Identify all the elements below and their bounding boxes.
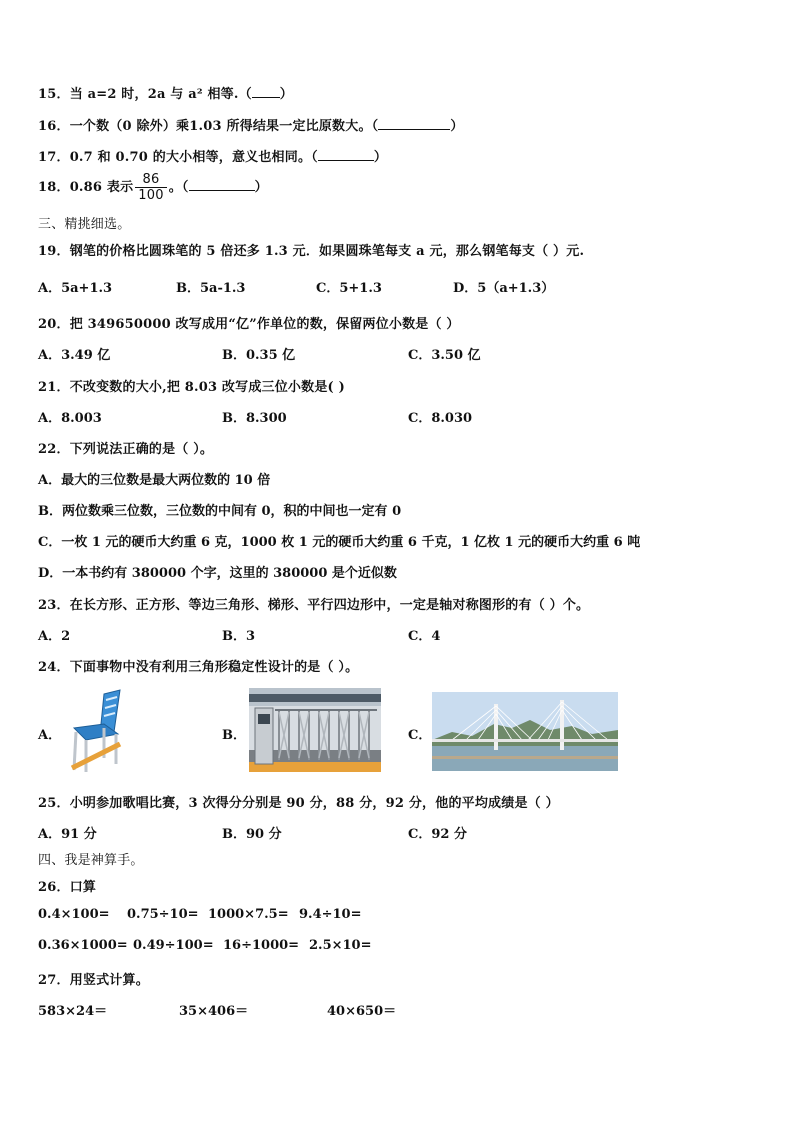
option-c[interactable]: C．5+1.3: [316, 281, 382, 296]
answer-blank[interactable]: [252, 85, 280, 98]
mental-calc-item: 16÷1000=: [223, 938, 300, 953]
question-26: 26．口算: [38, 880, 97, 895]
bridge-image[interactable]: [432, 692, 618, 771]
option-b[interactable]: B．两位数乘三位数，三位数的中间有 0，积的中间也一定有 0: [38, 504, 402, 519]
question-18: [38, 172, 268, 203]
fraction-numerator: 86: [135, 172, 166, 188]
mental-calc-item: 0.49÷100=: [133, 938, 214, 953]
mental-calc-item: 9.4÷10=: [299, 907, 362, 922]
option-a[interactable]: A．: [38, 728, 62, 743]
question-17-text: 17．0.7 和 0.70 的大小相等，意义也相同。（: [38, 150, 318, 165]
option-b[interactable]: B．8.300: [222, 411, 287, 426]
paren-close: ）: [254, 180, 268, 195]
option-c[interactable]: C．4: [408, 629, 441, 644]
option-c[interactable]: C．92 分: [408, 827, 467, 842]
mental-calc-item: 1000×7.5=: [208, 907, 289, 922]
option-b[interactable]: B．3: [222, 629, 256, 644]
option-a[interactable]: A．2: [38, 629, 71, 644]
option-a[interactable]: A．最大的三位数是最大两位数的 10 倍: [38, 473, 271, 488]
fraction-86-100: [135, 172, 166, 203]
option-c[interactable]: C．8.030: [408, 411, 473, 426]
option-a[interactable]: A．8.003: [38, 411, 102, 426]
question-18-tail: 。（: [168, 180, 189, 195]
option-a[interactable]: A．91 分: [38, 827, 97, 842]
question-24: 24．下面事物中没有利用三角形稳定性设计的是（ ）。: [38, 660, 359, 675]
vertical-calc-item: 40×650＝: [327, 1004, 397, 1019]
question-21: 21．不改变数的大小,把 8.03 改写成三位小数是( ): [38, 380, 345, 395]
paren-close: ）: [373, 150, 388, 165]
mental-calc-item: 0.75÷10=: [127, 907, 199, 922]
question-23: 23．在长方形、正方形、等边三角形、梯形、平行四边形中，一定是轴对称图形的有（ ）个。: [38, 598, 590, 613]
option-a[interactable]: A．5a+1.3: [38, 281, 113, 296]
vertical-calc-item: 583×24＝: [38, 1004, 108, 1019]
question-18-text: 18．0.86 表示: [38, 180, 134, 195]
option-c[interactable]: C．: [408, 728, 432, 743]
answer-blank[interactable]: [189, 178, 255, 191]
section-4-heading: 四、我是神算手。: [38, 853, 144, 868]
paren-close: ）: [279, 87, 293, 102]
option-c[interactable]: C．3.50 亿: [408, 348, 481, 363]
question-15: [38, 83, 293, 102]
option-b[interactable]: B．90 分: [222, 827, 282, 842]
option-d[interactable]: D．5（a+1.3）: [453, 281, 555, 296]
option-d[interactable]: D．一本书约有 380000 个字，这里的 380000 是个近似数: [38, 566, 397, 581]
option-b[interactable]: B．: [222, 728, 246, 743]
chair-image[interactable]: [64, 688, 134, 774]
section-3-heading: 三、精挑细选。: [38, 217, 131, 232]
option-b[interactable]: B．0.35 亿: [222, 348, 296, 363]
question-16-text: 16．一个数（0 除外）乘1.03 所得结果一定比原数大。（: [38, 119, 379, 134]
mental-calc-item: 2.5×10=: [309, 938, 372, 953]
vertical-calc-item: 35×406＝: [179, 1004, 249, 1019]
question-27: 27．用竖式计算。: [38, 973, 149, 988]
question-17: [38, 146, 387, 165]
option-a[interactable]: A．3.49 亿: [38, 348, 111, 363]
retractable-gate-image[interactable]: [249, 688, 381, 772]
mental-calc-item: 0.36×1000=: [38, 938, 128, 953]
answer-blank[interactable]: [318, 148, 374, 161]
question-25: 25．小明参加歌唱比赛，3 次得分分别是 90 分，88 分，92 分，他的平均成绩是（ ）: [38, 796, 559, 811]
option-c[interactable]: C．一枚 1 元的硬币大约重 6 克，1000 枚 1 元的硬币大约重 6 千克，1 亿枚 1 元的硬币大约重 6 吨: [38, 535, 641, 550]
paren-close: ）: [450, 119, 464, 134]
question-15-text: 15．当 a=2 时，2a 与 a² 相等.（: [38, 87, 252, 102]
mental-calc-item: 0.4×100=: [38, 907, 110, 922]
option-b[interactable]: B．5a-1.3: [176, 281, 246, 296]
question-16: [38, 115, 464, 134]
question-22: 22．下列说法正确的是（ ）。: [38, 442, 214, 457]
question-20: 20．把 349650000 改写成用“亿”作单位的数，保留两位小数是（ ）: [38, 317, 460, 332]
fraction-denominator: 100: [138, 188, 164, 203]
answer-blank[interactable]: [378, 117, 450, 130]
question-19: 19．钢笔的价格比圆珠笔的 5 倍还多 1.3 元．如果圆珠笔每支 a 元，那么钢笔每支（ ）元.: [38, 244, 585, 259]
